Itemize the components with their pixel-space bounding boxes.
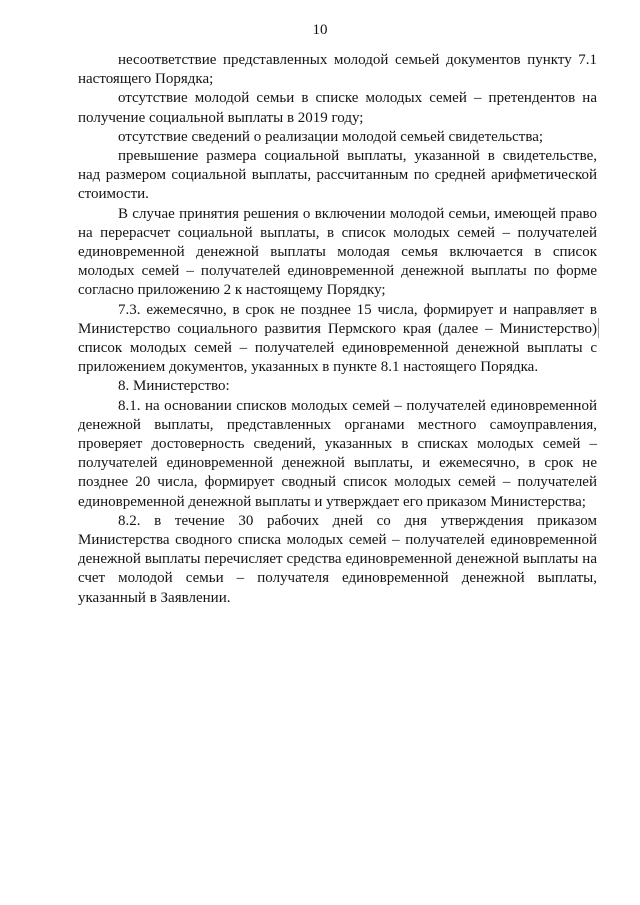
paragraph: несоответствие представленных молодой семьей документов пункту 7.1 настоящего Порядка; (78, 52, 597, 88)
paragraph: 8.2. в течение 30 рабочих дней со дня утверждения приказом Министерства сводного списка молодых семей – получателей единовременной денежной выплаты перечисляет средства единовременной денежной выплаты на счет молодой семьи – получателя единовременной денежной выплаты, указанный в Заявлении. (78, 512, 597, 606)
paragraph: отсутствие сведений о реализации молодой семьей свидетельства; (118, 128, 544, 145)
document-body (78, 51, 597, 608)
paragraph: 8. Министерство: (118, 378, 230, 395)
paragraph: 7.3. ежемесячно, в срок не позднее 15 числа, формирует и направляет в Министерство социального развития Пермского края (далее – Министерство) список молодых семей – получателей единовременной денежной выплаты с приложением документов, указанных в пункте 8.1 настоящего Порядка. (78, 301, 597, 376)
scan-mark (598, 318, 599, 338)
page-number: 10 (312, 22, 328, 38)
paragraph: отсутствие молодой семьи в списке молодых семей – претендентов на получение социальной выплаты в 2019 году; (78, 90, 597, 126)
paragraph: 8.1. на основании списков молодых семей – получателей единовременной денежной выплаты, представленных органами местного самоуправления, проверяет достоверность сведений, указанных в списках молодых семей – получателей единовременной денежной выплаты, и ежемесячно, в срок не позднее 20 числа, формирует сводный список молодых семей – получателей единовременной денежной выплаты и утверждает его приказом Министерства; (78, 397, 597, 510)
paragraph: превышение размера социальной выплаты, указанной в свидетельстве, над размером социальной выплаты, рассчитанным по средней арифметической стоимости. (78, 148, 597, 203)
paragraph: В случае принятия решения о включении молодой семьи, имеющей право на перерасчет социальной выплаты, в список молодых семей – получателей единовременной денежной выплаты молодая семья включается в список молодых семей – получателей единовременной денежной выплаты по форме согласно приложению 2 к настоящему Порядку; (78, 205, 597, 299)
